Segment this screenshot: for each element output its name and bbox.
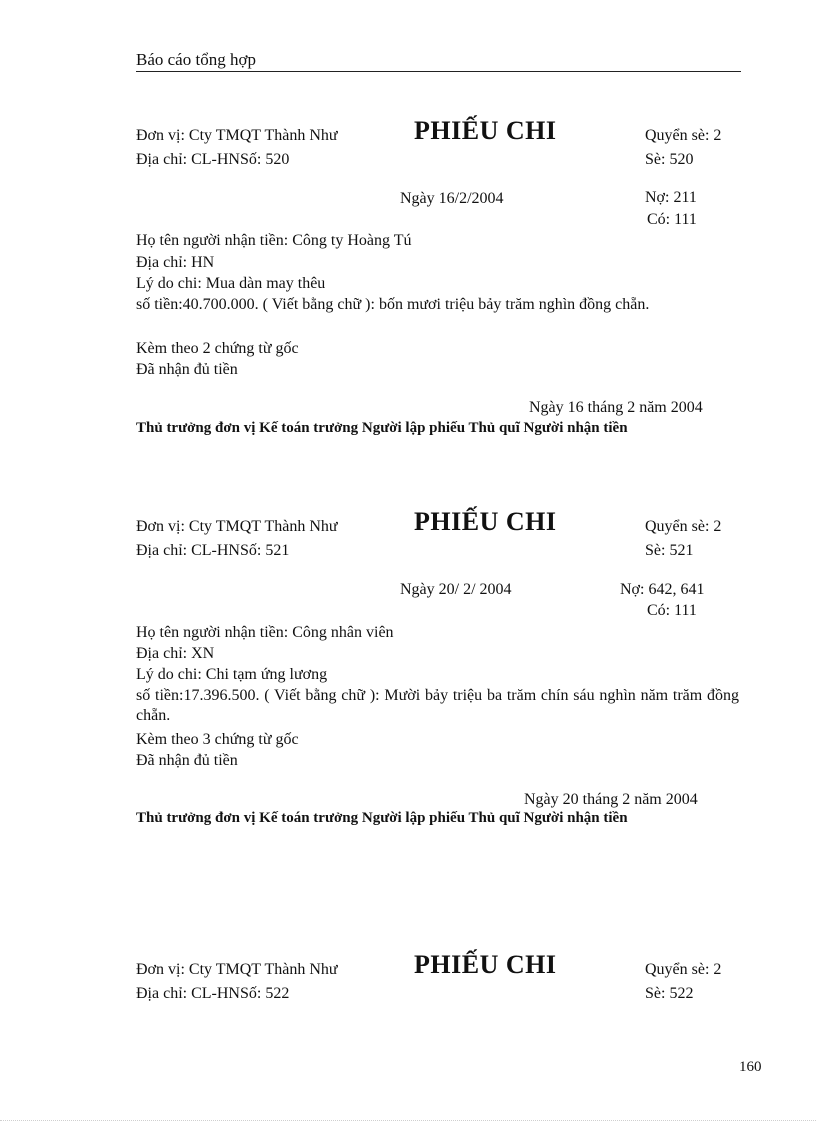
payee-address: Địa chỉ: HN	[136, 254, 215, 271]
amount-in-words: số tiền:17.396.500. ( Viết bằng chữ ): Mười bảy triệu ba trăm chín sáu nghìn năm trăm đồng chẵn.	[136, 687, 739, 724]
document-header-title: Báo cáo tổng hợp	[136, 50, 256, 69]
debit-account: Nợ: 642, 641	[620, 581, 705, 598]
unit-label: Đơn vị: Cty TMQT Thành Như	[136, 961, 338, 978]
unit-label: Đơn vị: Cty TMQT Thành Như	[136, 127, 338, 144]
voucher-date: Ngày 16/2/2004	[400, 190, 504, 207]
signature-roles: Thủ trưởng đơn vị Kế toán trưởng Người lập phiếu Thủ quĩ Người nhận tiền	[136, 810, 628, 826]
voucher-number: Sè: 522	[645, 985, 694, 1002]
voucher-number: Sè: 521	[645, 542, 694, 559]
amount-in-words: số tiền:40.700.000. ( Viết bằng chữ ): bốn mươi triệu bảy trăm nghìn đồng chẵn.	[136, 296, 650, 313]
credit-account: Có: 111	[647, 211, 697, 228]
address-label: Địa chỉ: CL-HNSố: 522	[136, 985, 290, 1002]
address-label: Địa chỉ: CL-HNSố: 521	[136, 542, 290, 559]
payment-reason: Lý do chi: Mua dàn may thêu	[136, 275, 326, 292]
book-number: Quyển sè: 2	[645, 961, 722, 978]
signature-date: Ngày 16 tháng 2 năm 2004	[529, 399, 703, 416]
voucher-title: PHIẾU CHI	[414, 950, 557, 979]
address-label: Địa chỉ: CL-HNSố: 520	[136, 151, 290, 168]
unit-label: Đơn vị: Cty TMQT Thành Như	[136, 518, 338, 535]
payment-reason: Lý do chi: Chi tạm ứng lương	[136, 666, 328, 683]
voucher-title: PHIẾU CHI	[414, 116, 557, 145]
attachments: Kèm theo 2 chứng từ gốc	[136, 340, 299, 357]
attachments: Kèm theo 3 chứng từ gốc	[136, 731, 299, 748]
signature-roles: Thủ trưởng đơn vị Kế toán trưởng Người lập phiếu Thủ quĩ Người nhận tiền	[136, 420, 628, 436]
voucher-number: Sè: 520	[645, 151, 694, 168]
credit-account: Có: 111	[647, 602, 697, 619]
signature-date: Ngày 20 tháng 2 năm 2004	[524, 791, 698, 808]
payee-address: Địa chỉ: XN	[136, 645, 215, 662]
received-note: Đã nhận đủ tiền	[136, 361, 238, 378]
page-number: 160	[739, 1059, 762, 1075]
book-number: Quyển sè: 2	[645, 518, 722, 535]
received-note: Đã nhận đủ tiền	[136, 752, 238, 769]
voucher-title: PHIẾU CHI	[414, 507, 557, 536]
payee-name: Họ tên người nhận tiền: Công nhân viên	[136, 624, 394, 641]
debit-account: Nợ: 211	[645, 189, 697, 206]
header-rule	[136, 71, 741, 72]
page-bottom-border	[0, 1120, 816, 1121]
book-number: Quyển sè: 2	[645, 127, 722, 144]
payee-name: Họ tên người nhận tiền: Công ty Hoàng Tú	[136, 232, 412, 249]
voucher-date: Ngày 20/ 2/ 2004	[400, 581, 512, 598]
